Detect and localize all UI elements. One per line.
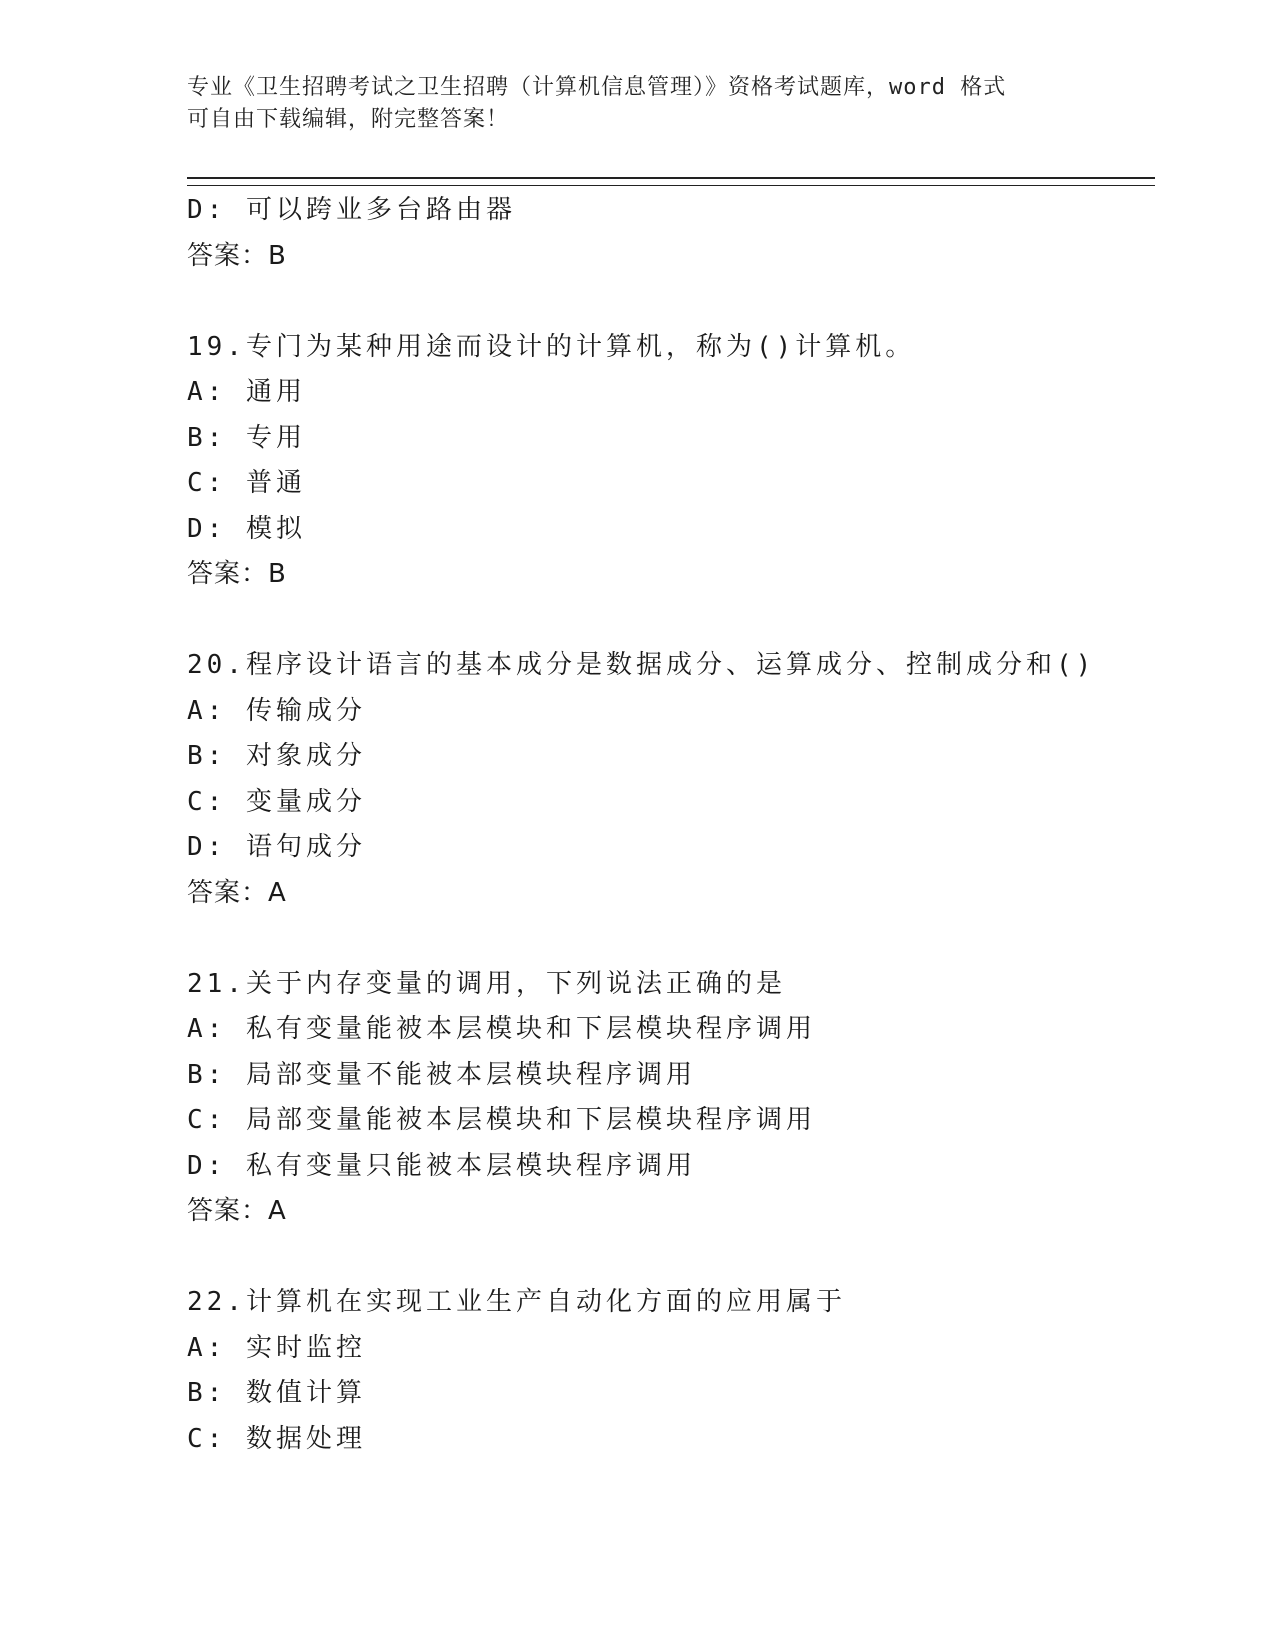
header-line-2: 可自由下载编辑，附完整答案！ (187, 107, 510, 132)
option-a: A: 传输成分 (187, 695, 366, 726)
option-c: C: 数据处理 (187, 1423, 366, 1454)
option-d: D: 私有变量只能被本层模块程序调用 (187, 1150, 696, 1181)
spacer (187, 916, 1155, 962)
option-c: C: 变量成分 (187, 786, 366, 817)
option-d: D: 可以跨业多台路由器 (187, 195, 516, 225)
answer: 答案：A (187, 1196, 287, 1226)
answer: 答案：B (187, 559, 287, 589)
option-c: C: 局部变量能被本层模块和下层模块程序调用 (187, 1105, 816, 1135)
answer: 答案：A (187, 877, 287, 908)
option-d: D: 语句成分 (187, 832, 366, 862)
option-a: A: 私有变量能被本层模块和下层模块程序调用 (187, 1014, 816, 1044)
option-c: C: 普通 (187, 468, 306, 498)
question-stem: 19.专门为某种用途而设计的计算机，称为()计算机。 (187, 331, 916, 362)
spacer (187, 279, 1155, 325)
page-header (187, 72, 1087, 136)
answer: 答案：B (187, 240, 287, 271)
option-b: B: 对象成分 (187, 741, 366, 771)
question-21 (187, 962, 1155, 1235)
header-divider (187, 177, 1155, 186)
header-line-1: 专业《卫生招聘考试之卫生招聘（计算机信息管理）》资格考试题库，word 格式 (187, 75, 1007, 100)
question-18-tail (187, 188, 1155, 279)
question-22 (187, 1280, 1155, 1462)
question-20 (187, 643, 1155, 916)
document-body (187, 188, 1155, 1462)
question-19 (187, 325, 1155, 598)
spacer (187, 1235, 1155, 1281)
option-b: B: 局部变量不能被本层模块程序调用 (187, 1059, 696, 1090)
option-b: B: 数值计算 (187, 1378, 366, 1408)
question-stem: 20.程序设计语言的基本成分是数据成分、运算成分、控制成分和() (187, 650, 1096, 680)
option-d: D: 模拟 (187, 513, 306, 544)
question-stem: 22.计算机在实现工业生产自动化方面的应用属于 (187, 1287, 846, 1317)
option-a: A: 通用 (187, 377, 306, 407)
option-a: A: 实时监控 (187, 1332, 366, 1363)
spacer (187, 598, 1155, 644)
option-b: B: 专用 (187, 422, 306, 453)
question-stem: 21.关于内存变量的调用，下列说法正确的是 (187, 968, 786, 999)
